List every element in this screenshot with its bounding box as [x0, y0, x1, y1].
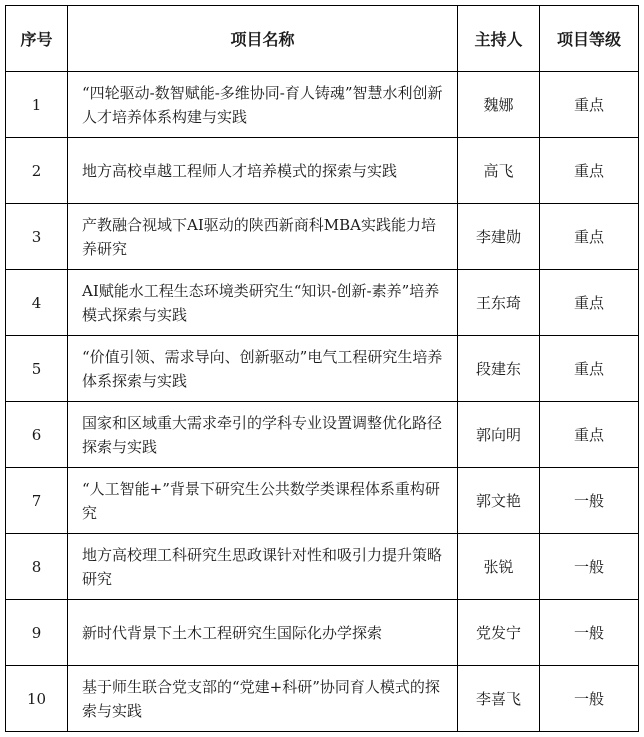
cell-num: 10 — [6, 666, 68, 732]
cell-name: “价值引领、需求导向、创新驱动”电气工程研究生培养体系探索与实践 — [68, 336, 458, 402]
header-row — [6, 6, 639, 72]
cell-host: 张锐 — [458, 534, 540, 600]
cell-host: 魏娜 — [458, 72, 540, 138]
table-row — [6, 270, 639, 336]
cell-host: 郭向明 — [458, 402, 540, 468]
cell-host: 段建东 — [458, 336, 540, 402]
cell-level: 一般 — [540, 666, 639, 732]
cell-level: 重点 — [540, 138, 639, 204]
cell-level: 重点 — [540, 204, 639, 270]
cell-host: 党发宁 — [458, 600, 540, 666]
cell-host: 王东琦 — [458, 270, 540, 336]
cell-name: 新时代背景下土木工程研究生国际化办学探索 — [68, 600, 458, 666]
table-row — [6, 72, 639, 138]
header-host: 主持人 — [458, 6, 540, 72]
table-row — [6, 468, 639, 534]
cell-num: 1 — [6, 72, 68, 138]
cell-num: 8 — [6, 534, 68, 600]
table-body — [6, 72, 639, 732]
table-row — [6, 600, 639, 666]
table-row — [6, 204, 639, 270]
cell-level: 一般 — [540, 600, 639, 666]
cell-num: 4 — [6, 270, 68, 336]
cell-host: 李喜飞 — [458, 666, 540, 732]
table-header — [6, 6, 639, 72]
cell-name: “人工智能+”背景下研究生公共数学类课程体系重构研究 — [68, 468, 458, 534]
cell-num: 6 — [6, 402, 68, 468]
table-row — [6, 666, 639, 732]
table-row — [6, 402, 639, 468]
cell-level: 重点 — [540, 72, 639, 138]
cell-name: 国家和区域重大需求牵引的学科专业设置调整优化路径探索与实践 — [68, 402, 458, 468]
cell-num: 3 — [6, 204, 68, 270]
cell-level: 一般 — [540, 468, 639, 534]
header-name: 项目名称 — [68, 6, 458, 72]
table-row — [6, 534, 639, 600]
cell-host: 郭文艳 — [458, 468, 540, 534]
cell-num: 9 — [6, 600, 68, 666]
cell-num: 2 — [6, 138, 68, 204]
table-row — [6, 336, 639, 402]
cell-name: 地方高校理工科研究生思政课针对性和吸引力提升策略研究 — [68, 534, 458, 600]
cell-num: 7 — [6, 468, 68, 534]
cell-name: AI赋能水工程生态环境类研究生“知识-创新-素养”培养模式探索与实践 — [68, 270, 458, 336]
cell-level: 重点 — [540, 402, 639, 468]
cell-num: 5 — [6, 336, 68, 402]
cell-level: 重点 — [540, 270, 639, 336]
cell-name: 地方高校卓越工程师人才培养模式的探索与实践 — [68, 138, 458, 204]
cell-level: 一般 — [540, 534, 639, 600]
cell-host: 李建勋 — [458, 204, 540, 270]
cell-name: 产教融合视域下AI驱动的陕西新商科MBA实践能力培养研究 — [68, 204, 458, 270]
cell-name: “四轮驱动-数智赋能-多维协同-育人铸魂”智慧水利创新人才培养体系构建与实践 — [68, 72, 458, 138]
cell-host: 高飞 — [458, 138, 540, 204]
project-table — [5, 5, 639, 732]
header-num: 序号 — [6, 6, 68, 72]
table-row — [6, 138, 639, 204]
cell-name: 基于师生联合党支部的“党建+科研”协同育人模式的探索与实践 — [68, 666, 458, 732]
cell-level: 重点 — [540, 336, 639, 402]
header-level: 项目等级 — [540, 6, 639, 72]
